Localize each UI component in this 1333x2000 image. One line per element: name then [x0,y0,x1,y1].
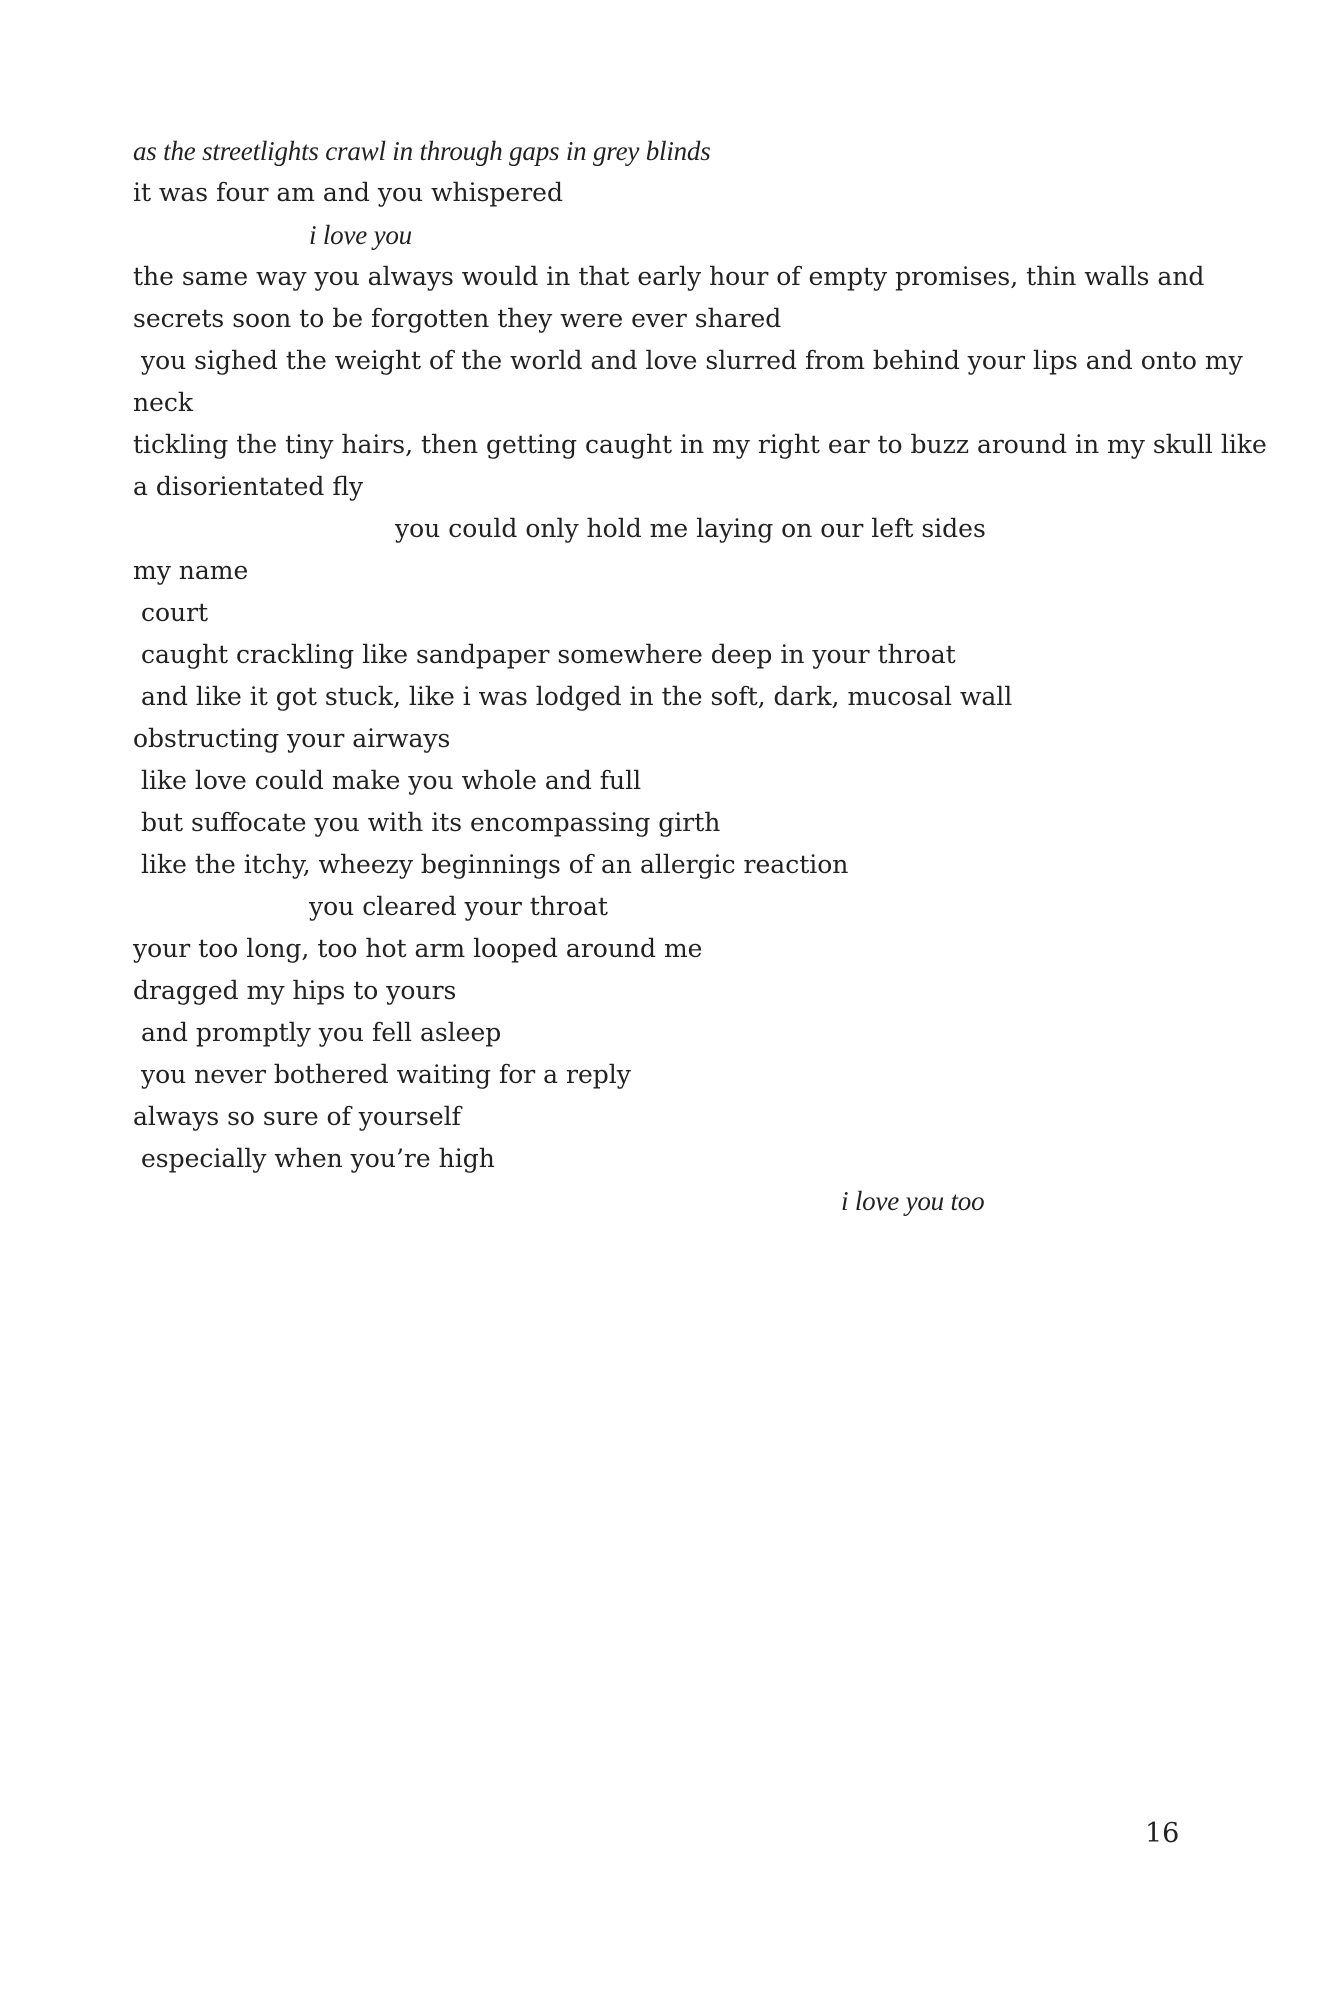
poem-line: like the itchy, wheezy beginnings of an allergic reaction [133,850,849,879]
poem-line: and promptly you fell asleep [133,1018,502,1047]
poem-line: your too long, too hot arm looped around me [133,934,703,963]
poem-line: as the streetlights crawl in through gaps in grey blinds [133,136,711,166]
poem-line: i love you too [841,1186,985,1216]
poem-line: neck [133,388,194,417]
poem-line: and like it got stuck, like i was lodged in the soft, dark, mucosal wall [133,682,1013,711]
poem-line: my name [133,556,249,585]
poem-line: court [133,598,209,627]
poem-line: the same way you always would in that early hour of empty promises, thin walls and [133,262,1205,291]
poem-line: you could only hold me laying on our left sides [395,514,986,543]
poem-line: it was four am and you whispered [133,178,563,207]
poem-line: you never bothered waiting for a reply [133,1060,631,1089]
poem-line: a disorientated fly [133,472,364,501]
poem-line: obstructing your airways [133,724,451,753]
poem-line: always so sure of yourself [133,1102,461,1131]
poem-line: especially when you’re high [133,1144,495,1173]
poem-line: like love could make you whole and full [133,766,642,795]
poem-line: you cleared your throat [309,892,608,921]
poem-line: secrets soon to be forgotten they were ever shared [133,304,782,333]
poem-line: i love you [309,220,412,250]
poem-body [133,130,1267,1222]
poem-line: caught crackling like sandpaper somewhere deep in your throat [133,640,956,669]
poem-line: tickling the tiny hairs, then getting caught in my right ear to buzz around in my skull like [133,430,1267,459]
poem-line: dragged my hips to yours [133,976,457,1005]
page-number: 16 [1145,1818,1180,1849]
poem-line: but suffocate you with its encompassing girth [133,808,721,837]
poem-line: you sighed the weight of the world and love slurred from behind your lips and onto my [133,346,1243,375]
